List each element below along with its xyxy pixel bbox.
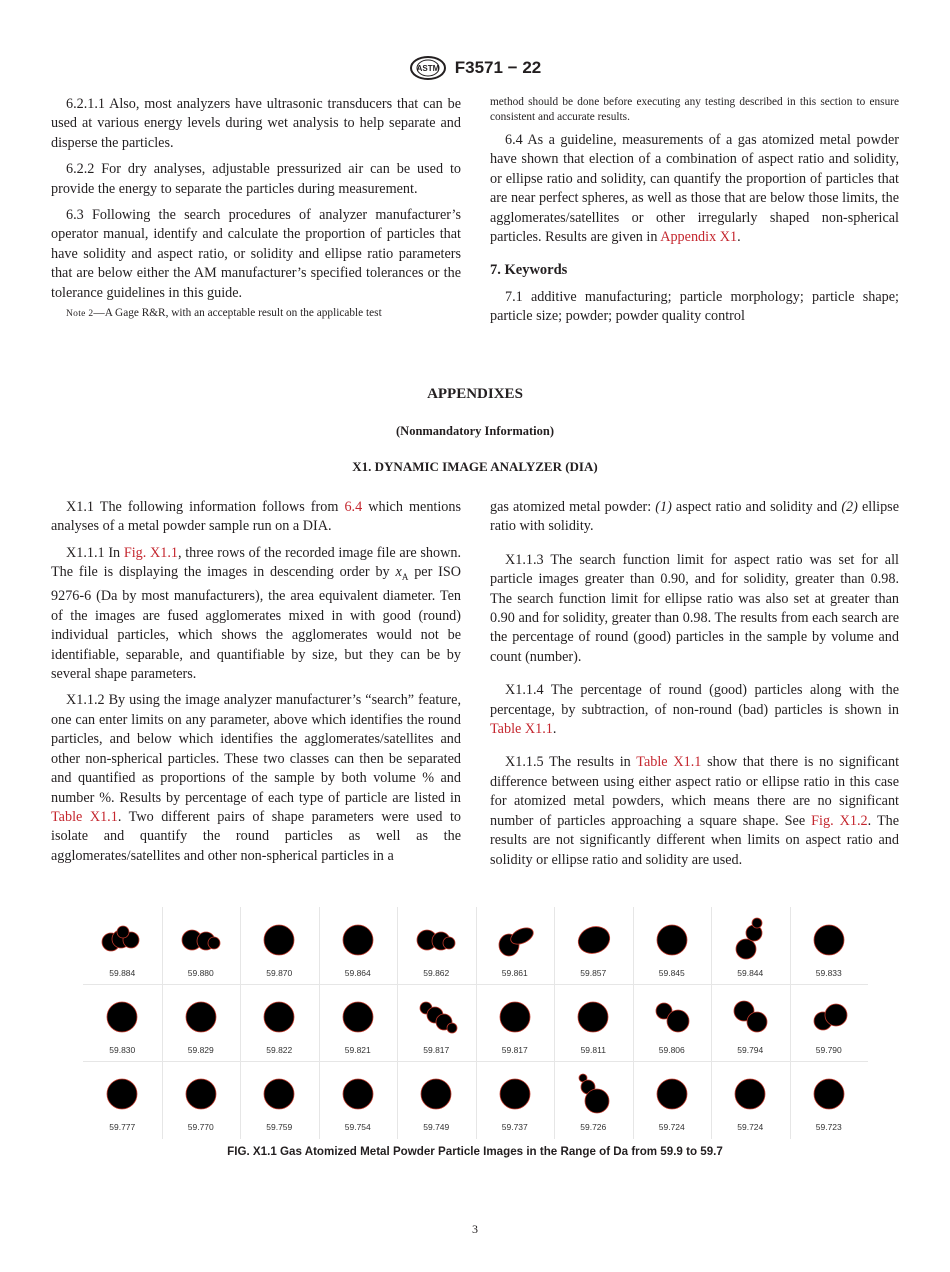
particle-image [240,907,318,967]
note-text: —A Gage R&R, with an acceptable result on the applicable test [93,307,382,320]
appendixes-subtitle: (Nonmandatory Information) [396,424,554,438]
particle-image [83,984,161,1044]
particle-cell [162,1061,241,1138]
paragraph-x1-1-2: X1.1.2 By using the image analyzer manufacturer’s “search” feature, one can enter limits on any parameter, above which identifies the round particles, and below which identifies the agglomerates/satellites and other non-spherical particles. These two classes can then be separated and quantified as proportions of the sample by both volume % and number %. Results by percentage of each type of particle are listed in Table X1.1. Two different pairs of shape parameters were used to isolate and quantify the round particles as well as the agglomerates/satellites and other non-spherical particles in a [51,692,462,864]
section-x1-heading: X1. DYNAMIC IMAGE ANALYZER (DIA) [352,459,598,474]
particle-image [476,984,554,1044]
paragraph-6-4: 6.4 As a guideline, measurements of a gas atomized metal powder have shown that election of a combination of aspect ratio and solidity, or ellipse ratio and solidity, can quantify the proportion of particles that are near perfect spheres, as well as those that are below those limits, the agglomerates/satellites or other irregularly shaped non-spherical particles. Results are given in Appendix X1. [490,132,899,246]
particle-image [240,984,318,1044]
particle-image [790,984,868,1044]
particle-cell [240,1061,319,1138]
table-x1-1-link[interactable]: Table X1.1 [490,721,553,738]
particle-da-label: 59.857 [580,968,607,978]
page-header [0,56,950,80]
particle-image [554,907,632,967]
particle-da-label: 59.737 [501,1122,528,1132]
particle-image [162,1061,240,1121]
particle-image [319,984,397,1044]
particle-cell [790,1061,869,1138]
particle-da-label: 59.724 [737,1122,764,1132]
paragraph-6-2-2: 6.2.2 For dry analyses, adjustable pressurized air can be used to provide the energy to separate the particles during measurement. [51,161,461,197]
particle-cell [554,907,633,984]
particle-cell [162,907,241,984]
particle-cell [554,1061,633,1138]
particle-cell [711,907,790,984]
particle-image [83,907,161,967]
table-x1-1-link[interactable]: Table X1.1 [636,754,702,771]
paragraph-6-3: 6.3 Following the search procedures of analyzer manufacturer’s operator manual, identify and calculate the proportion of particles that have solidity and aspect ratio, or solidity and ellipse ratio parameters that are below either the AM manufacturer’s specified tolerances or the tolerance guidelines in this guide. [51,207,461,301]
particle-da-label: 59.777 [109,1122,136,1132]
particle-image [397,907,475,967]
particle-da-label: 59.830 [109,1045,136,1055]
paragraph-x1-1-1: X1.1.1 In Fig. X1.1, three rows of the recorded image file are shown. The file is displaying the images in descending order by $x_A$ per ISO 9276-6 (Da by most manufacturers), the area equivalent diameter. Ten of the images are fused agglomerates mixed in with good (round) individual particles, which shows the agglomerates would not be identifiable, separable, and quantifiable by size, but they can be by several shape parameters. [51,544,462,683]
keywords-heading: 7. Keywords [490,262,568,279]
particle-da-label: 59.833 [815,968,842,978]
particle-da-label: 59.770 [187,1122,214,1132]
particle-cell [83,907,162,984]
appendixes-title: APPENDIXES [427,386,523,402]
particle-da-label: 59.794 [737,1045,764,1055]
particle-da-label: 59.811 [580,1045,606,1055]
particle-da-label: 59.806 [658,1045,685,1055]
particle-cell [476,907,555,984]
particle-da-label: 59.724 [658,1122,685,1132]
particle-cell [240,984,319,1061]
particle-cell [554,984,633,1061]
particle-image [790,907,868,967]
right-column-bottom [490,498,899,877]
particle-cell [711,984,790,1061]
note-2-continued: method should be done before executing any testing described in this section to ensure consistent and accurate results. [490,96,899,123]
particle-cell [397,1061,476,1138]
particle-da-label: 59.880 [187,968,214,978]
particle-image [711,984,789,1044]
particle-cell [711,1061,790,1138]
particle-image [790,1061,868,1121]
particle-image [711,907,789,967]
particle-cell [476,1061,555,1138]
particle-da-label: 59.759 [266,1122,293,1132]
particle-image [240,1061,318,1121]
particle-image [83,1061,161,1121]
section-6-4-link[interactable]: 6.4 [344,499,363,515]
particle-cell [633,984,712,1061]
particle-da-label: 59.829 [187,1045,214,1055]
particle-cell [162,984,241,1061]
note-label: Note 2 [66,309,94,320]
paragraph-x1-1-3: X1.1.3 The search function limit for aspect ratio was set for all particle images greater than 0.90, and for solidity, greater than 0.98. The search function limit for ellipse ratio was also set at greater than 0.90 and for solidity, greater than 0.98. The results from each search are the percentage of round (good) particles in the sample by volume and count (number). [490,551,899,665]
right-column-top [490,95,899,334]
paragraph-7-1: 7.1 additive manufacturing; particle morphology; particle shape; particle size; powder; powder quality control [490,288,899,325]
particle-cell [240,907,319,984]
particle-cell [397,984,476,1061]
document-id: F3571 − 22 [454,58,542,77]
particle-image [554,984,632,1044]
note-2 [51,306,461,322]
particle-da-label: 59.864 [344,968,371,978]
paragraph-x1-1-4: X1.1.4 The percentage of round (good) particles along with the percentage, by subtraction, of non-round (bad) particles is shown in Table X1.1. [490,682,899,738]
particle-da-label: 59.821 [344,1045,371,1055]
particle-image [162,907,240,967]
particle-da-label: 59.817 [501,1045,528,1055]
particle-da-label: 59.723 [815,1122,842,1132]
particle-cell [83,1061,162,1138]
particle-da-label: 59.861 [501,968,528,978]
paragraph-x1-1: X1.1 The following information follows from 6.4 which mentions analyses of a metal powder sample run on a DIA. [51,499,462,535]
fig-x1-1-link[interactable]: Fig. X1.1 [123,544,178,561]
particle-da-label: 59.749 [423,1122,450,1132]
particle-da-label: 59.822 [266,1045,293,1055]
particle-cell [633,1061,712,1138]
particle-da-label: 59.870 [266,968,293,978]
left-column-top [51,95,461,329]
particle-da-label: 59.845 [658,968,685,978]
particle-image [633,984,711,1044]
particle-cell [790,984,869,1061]
particle-image [397,1061,475,1121]
particle-da-label: 59.884 [109,968,136,978]
particle-cell [319,984,398,1061]
particle-da-label: 59.790 [815,1045,842,1055]
particle-cell [319,1061,398,1138]
appendix-x1-link[interactable]: Appendix X1 [660,229,738,246]
particle-da-label: 59.754 [344,1122,371,1132]
particle-image-grid [83,907,868,1139]
particle-cell [633,907,712,984]
particle-image [476,907,554,967]
particle-image [554,1061,632,1121]
fig-x1-2-link[interactable]: Fig. X1.2 [811,812,868,829]
particle-cell [83,984,162,1061]
svg-text:ASTM: ASTM [416,64,440,73]
page-number: 3 [472,1222,478,1236]
particle-da-label: 59.844 [737,968,764,978]
particle-da-label: 59.862 [423,968,450,978]
figure-caption: FIG. X1.1 Gas Atomized Metal Powder Particle Images in the Range of Da from 59.9 to 59.7 [227,1145,723,1158]
particle-image [162,984,240,1044]
astm-logo-icon [409,56,447,80]
particle-image [476,1061,554,1121]
paragraph-x1-1-5: X1.1.5 The results in Table X1.1 show that there is no significant difference between using either aspect ratio or ellipse ratio in this case for atomized metal powders, which means there are no significant number of particles approaching a square shape. See Fig. X1.2. The results are not significantly different when limits on aspect ratio and solidity or ellipse ratio and solidity are used. [490,754,900,868]
paragraph-x1-1-2-continued: gas atomized metal powder: (1) aspect ratio and solidity and (2) ellipse ratio with solidity. [490,499,900,535]
particle-cell [319,907,398,984]
particle-image [633,1061,711,1121]
table-x1-1-link[interactable]: Table X1.1 [51,808,118,825]
left-column-bottom [51,498,461,873]
particle-cell [397,907,476,984]
particle-cell [790,907,869,984]
paragraph-6-2-1-1: 6.2.1.1 Also, most analyzers have ultrasonic transducers that can be used at various energy levels during wet analysis to help separate and disperse the particles. [51,96,461,151]
particle-image [633,907,711,967]
particle-image [319,1061,397,1121]
particle-da-label: 59.817 [423,1045,450,1055]
particle-image [397,984,475,1044]
particle-da-label: 59.726 [580,1122,607,1132]
particle-cell [476,984,555,1061]
particle-image [319,907,397,967]
particle-image [711,1061,789,1121]
